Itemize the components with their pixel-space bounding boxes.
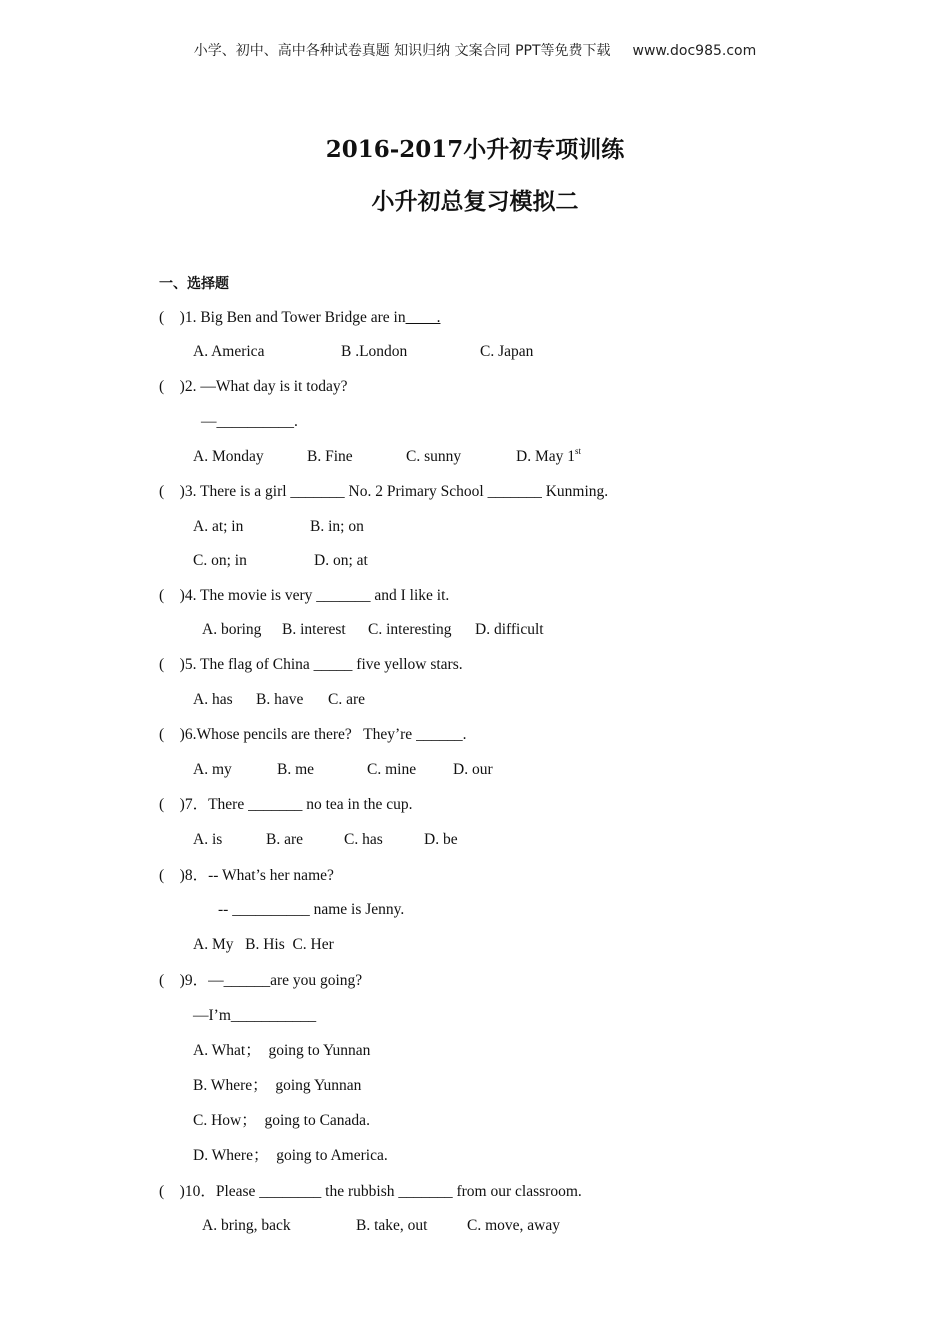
question-9-option-c: C. How； going to Canada. <box>193 1112 370 1129</box>
question-4-options <box>202 620 544 640</box>
option-d-superscript: st <box>574 446 581 456</box>
option-a: A. bring, back <box>202 1217 291 1234</box>
question-1-blank: ____. <box>405 309 441 326</box>
option-b: B. are <box>266 831 304 848</box>
option-a: A. is <box>193 831 223 848</box>
option-d: D. be <box>424 831 458 848</box>
question-10-stem: ( )10．Please ________ the rubbish _______ from our classroom. <box>159 1183 582 1200</box>
question-3-options-row2 <box>193 551 368 571</box>
question-9-answer: —I’m___________ <box>193 1007 317 1024</box>
option-c: C. has <box>344 831 383 848</box>
question-8-options: A. My B. His C. Her <box>193 936 334 953</box>
option-c: C. move, away <box>467 1217 560 1234</box>
question-5-stem: ( )5. The flag of China _____ five yellow stars. <box>159 656 463 673</box>
document-subtitle: 小升初总复习模拟二 <box>371 188 579 215</box>
option-b: B. take, out <box>356 1217 428 1234</box>
question-2-options <box>193 447 581 467</box>
question-9-option-b: B. Where； going Yunnan <box>193 1077 362 1094</box>
option-a: A. my <box>193 761 232 778</box>
question-1-stem: ( )1. Big Ben and Tower Bridge are in <box>159 309 406 326</box>
option-a: A. Monday <box>193 448 264 465</box>
question-9-option-d: D. Where； going to America. <box>193 1147 388 1164</box>
question-6-stem: ( )6.Whose pencils are there? They’re ______. <box>159 726 467 743</box>
option-d: D. on; at <box>314 552 368 569</box>
option-c: C. Japan <box>480 343 534 360</box>
question-1 <box>159 308 440 328</box>
header-site-link[interactable]: www.doc985.com <box>632 43 757 59</box>
question-10-options <box>202 1216 560 1236</box>
document-title: 2016-2017小升初专项训练 <box>325 136 625 163</box>
option-b: B. me <box>277 761 315 778</box>
option-a: A. at; in <box>193 518 244 535</box>
option-c: C. on; in <box>193 552 247 569</box>
question-6-options <box>193 760 493 780</box>
question-2-stem: ( )2. —What day is it today? <box>159 378 348 395</box>
option-c: C. are <box>328 691 366 708</box>
option-d: D. difficult <box>475 621 544 638</box>
question-2-answer: —__________. <box>201 413 298 430</box>
option-b: B. in; on <box>310 518 364 535</box>
question-3-stem: ( )3. There is a girl _______ No. 2 Primary School _______ Kunming. <box>159 483 609 500</box>
option-d-text: D. May 1 <box>516 448 575 465</box>
option-d <box>516 447 581 467</box>
option-d: D. our <box>453 761 493 778</box>
section-heading: 一、选择题 <box>159 276 229 292</box>
question-7-options <box>193 830 458 850</box>
option-a: A. boring <box>202 621 262 638</box>
option-b: B .London <box>341 343 408 360</box>
question-3-options-row1 <box>193 517 364 537</box>
option-b: B. have <box>256 691 304 708</box>
option-a: A. America <box>193 343 265 360</box>
header-text: 小学、初中、高中各种试卷真题 知识归纳 文案合同 PPT等免费下载 <box>193 43 611 59</box>
option-c: C. mine <box>367 761 417 778</box>
question-4-stem: ( )4. The movie is very _______ and I like it. <box>159 587 450 604</box>
question-5-options <box>193 690 365 710</box>
question-7-stem: ( )7．There _______ no tea in the cup. <box>159 796 413 813</box>
option-c: C. interesting <box>368 621 452 638</box>
page-header <box>0 40 950 60</box>
option-b: B. interest <box>282 621 346 638</box>
question-8-answer: -- __________ name is Jenny. <box>218 901 405 918</box>
option-b: B. Fine <box>307 448 353 465</box>
question-1-options <box>193 342 533 362</box>
question-8-stem: ( )8．-- What’s her name? <box>159 867 334 884</box>
option-a: A. has <box>193 691 233 708</box>
option-c: C. sunny <box>406 448 462 465</box>
question-9-option-a: A. What； going to Yunnan <box>193 1042 371 1059</box>
question-9-stem: ( )9．—______are you going? <box>159 972 363 989</box>
